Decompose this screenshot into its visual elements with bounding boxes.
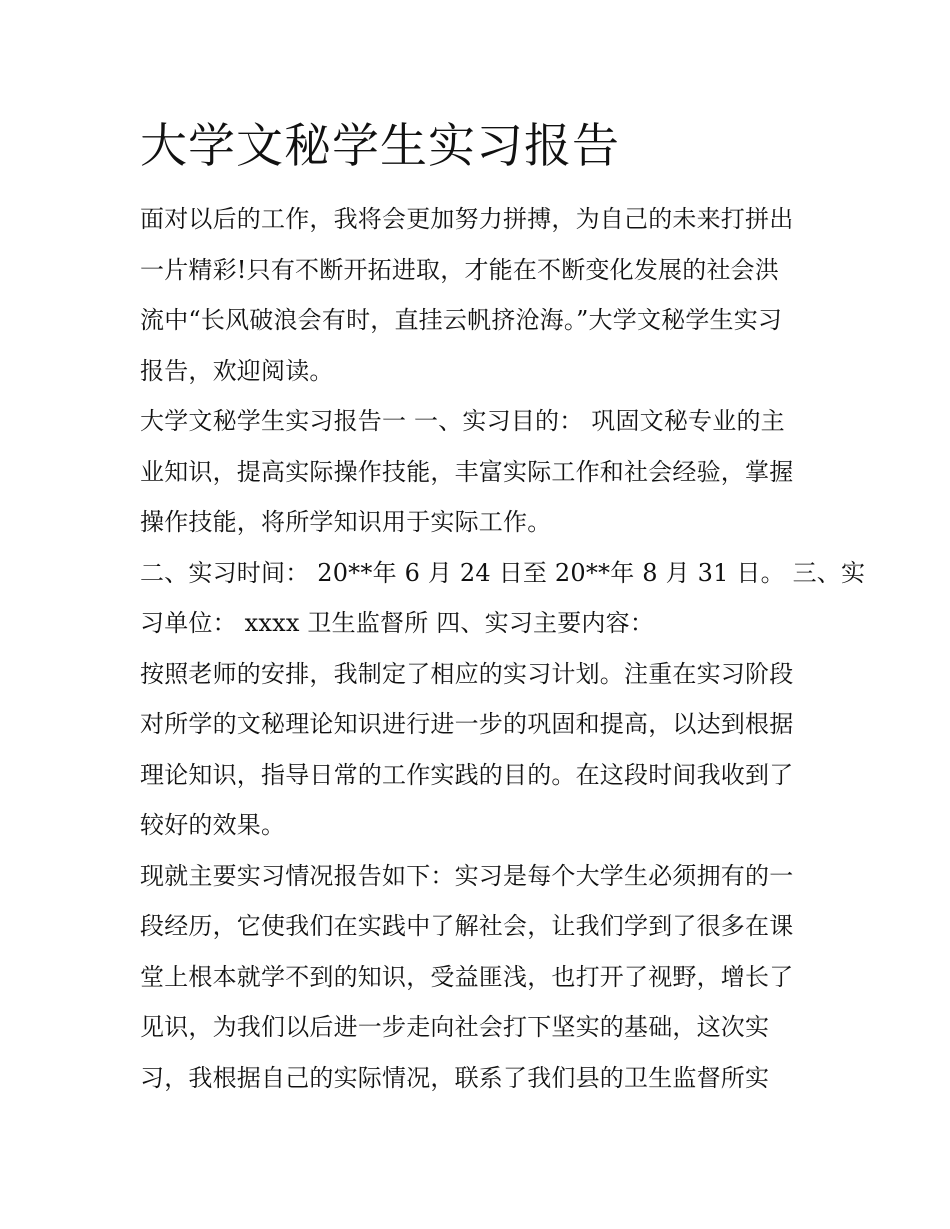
text-line: 一片精彩!只有不断开拓进取，才能在不断变化发展的社会洪	[140, 255, 780, 284]
title-spacing	[140, 182, 812, 194]
text-line: 按照老师的安排，我制定了相应的实习计划。注重在实习阶段	[140, 659, 794, 688]
text-line: 堂上根本就学不到的知识，受益匪浅，也打开了视野，增长了	[140, 962, 794, 991]
text-line: 见识，为我们以后进一步走向社会打下坚实的基础，这次实	[140, 1013, 770, 1041]
text-line: 理论知识，指导日常的工作实践的目的。在这段时间我收到了	[140, 760, 794, 789]
paragraph-report	[140, 851, 812, 1104]
text-line: 习，我根据自己的实际情况，联系了我们县的卫生监督所实	[140, 1063, 770, 1092]
text-line: 流中“长风破浪会有时，直挂云帆挤沧海。”大学文秘学生实习	[140, 306, 783, 334]
document-title: 大学文秘学生实习报告	[140, 119, 620, 174]
text-line: 面对以后的工作，我将会更加努力拼搏，为自己的未来打拼出	[140, 205, 794, 233]
text-line: 二、实习时间： 20**年 6 月 24 日至 20**年 8 月 31 日。 三、实	[140, 558, 866, 587]
paragraph-plan	[140, 649, 812, 851]
text-line: 操作技能，将所学知识用于实际工作。	[140, 508, 552, 536]
paragraph-intro	[140, 194, 812, 396]
text-line: 对所学的文秘理论知识进行进一步的巩固和提高，以达到根据	[140, 710, 794, 738]
text-line: 大学文秘学生实习报告一 一、实习目的： 巩固文秘专业的主	[140, 407, 785, 435]
text-line: 报告，欢迎阅读。	[140, 356, 334, 385]
paragraph-purpose	[140, 396, 812, 548]
document-body	[140, 112, 866, 1103]
text-line: 较好的效果。	[140, 811, 286, 839]
text-line: 业知识，提高实际操作技能，丰富实际工作和社会经验，掌握	[140, 457, 794, 486]
text-line: 习单位： xxxx 卫生监督所 四、实习主要内容：	[140, 609, 655, 637]
text-line: 段经历，它使我们在实践中了解社会，让我们学到了很多在课	[140, 912, 794, 940]
paragraph-time-unit	[140, 548, 866, 649]
text-line: 现就主要实习情况报告如下：实习是每个大学生必须拥有的一	[140, 861, 794, 890]
